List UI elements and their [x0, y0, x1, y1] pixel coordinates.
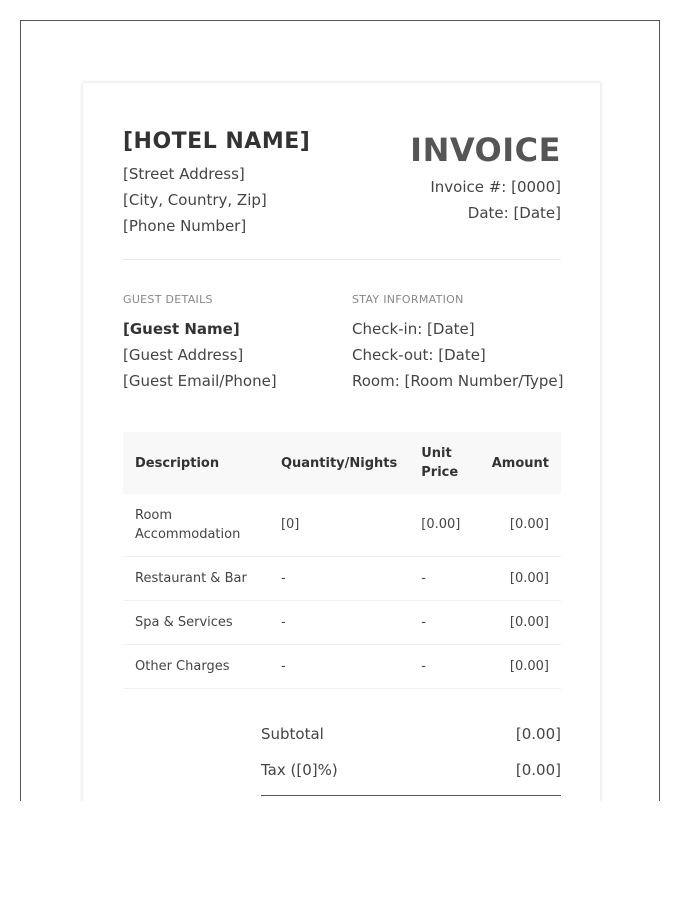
row-description: Spa & Services	[123, 600, 269, 644]
tax-value: [0.00]	[515, 760, 561, 779]
row-amount: [0.00]	[479, 600, 561, 644]
tax-row	[261, 751, 561, 787]
hotel-city: [City, Country, Zip]	[123, 191, 267, 209]
row-unit-price: [0.00]	[409, 494, 478, 556]
row-description: Restaurant & Bar	[123, 556, 269, 600]
row-unit-price: -	[409, 556, 478, 600]
items-table	[123, 432, 561, 689]
row-amount: [0.00]	[479, 644, 561, 688]
invoice-header	[123, 123, 561, 260]
hotel-name: [HOTEL NAME]	[123, 129, 311, 154]
table-row	[123, 494, 561, 556]
header-unit-price-text: Unit Price	[421, 446, 459, 480]
hotel-street: [Street Address]	[123, 165, 245, 183]
document-frame	[20, 20, 660, 801]
row-quantity: -	[269, 600, 409, 644]
invoice-page	[82, 82, 601, 801]
row-unit-price: -	[409, 600, 478, 644]
details-section	[123, 260, 564, 432]
row-description: Other Charges	[123, 644, 269, 688]
guest-address: [Guest Address]	[123, 346, 244, 364]
invoice-title: INVOICE	[410, 131, 561, 169]
header-description: Description	[123, 432, 269, 494]
table-row	[123, 556, 561, 600]
table-row	[123, 644, 561, 688]
guest-contact: [Guest Email/Phone]	[123, 372, 277, 390]
header-unit-price	[409, 432, 478, 494]
row-description	[123, 494, 269, 556]
check-out: Check-out: [Date]	[352, 346, 486, 364]
totals-section	[261, 715, 561, 796]
row-quantity: -	[269, 556, 409, 600]
invoice-date: Date: [Date]	[467, 204, 561, 222]
row-description-text: Room Accommodation	[135, 507, 241, 542]
table-row	[123, 600, 561, 644]
subtotal-row	[261, 715, 561, 751]
row-quantity: [0]	[269, 494, 409, 556]
invoice-content	[123, 123, 564, 796]
totals-divider	[261, 795, 561, 796]
row-amount: [0.00]	[479, 494, 561, 556]
row-quantity: -	[269, 644, 409, 688]
header-amount: Amount	[479, 432, 561, 494]
check-in: Check-in: [Date]	[352, 320, 475, 338]
invoice-number: Invoice #: [0000]	[430, 178, 561, 196]
header-quantity: Quantity/Nights	[269, 432, 409, 494]
hotel-phone: [Phone Number]	[123, 217, 247, 235]
guest-name: [Guest Name]	[123, 320, 240, 338]
row-amount: [0.00]	[479, 556, 561, 600]
tax-label: Tax ([0]%)	[261, 760, 338, 779]
room-info: Room: [Room Number/Type]	[352, 372, 564, 390]
subtotal-value: [0.00]	[515, 724, 561, 743]
table-header-row	[123, 432, 561, 494]
stay-information	[352, 293, 564, 394]
guest-details	[123, 293, 277, 394]
row-unit-price: -	[409, 644, 478, 688]
guest-details-label: GUEST DETAILS	[123, 293, 213, 306]
stay-information-label: STAY INFORMATION	[352, 293, 464, 306]
subtotal-label: Subtotal	[261, 724, 324, 743]
